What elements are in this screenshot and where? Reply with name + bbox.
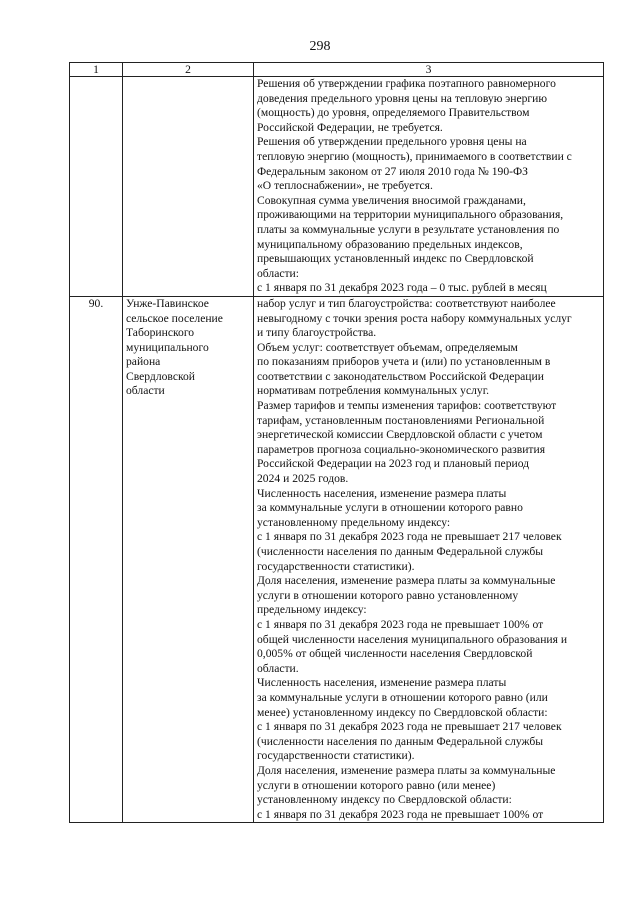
text-line: области (126, 384, 165, 398)
text-line: предельному индексу: (257, 603, 367, 617)
text-line: Свердловской (126, 369, 196, 383)
text-line: тепловую энергию (мощность), принимаемого в соответствии с (257, 149, 572, 163)
text-line: менее) установленному индексу по Свердловской области: (257, 705, 548, 719)
text-line: Доля населения, изменение размера платы за коммунальные (257, 763, 556, 777)
data-table (69, 62, 604, 823)
text-line: с 1 января по 31 декабря 2023 года – 0 тыс. рублей в месяц (257, 281, 547, 295)
text-line: муниципальному образованию предельных индексов, (257, 237, 523, 251)
text-line: 2024 и 2025 годов. (257, 472, 349, 486)
text-line: области. (257, 661, 299, 675)
text-line: параметров прогноза социально-экономического развития (257, 442, 546, 456)
text-line: Федеральным законом от 27 июля 2010 года № 190-ФЗ (257, 164, 528, 178)
text-line: услуги в отношении которого равно (или менее) (257, 778, 496, 792)
text-line: Российской Федерации на 2023 год и плановый период (257, 457, 530, 471)
text-line: энергетической комиссии Свердловской области с учетом (257, 428, 543, 442)
text-line: Совокупная сумма увеличения вносимой гражданами, (257, 193, 526, 207)
description-cell (254, 296, 604, 822)
text-line: и типу благоустройства. (257, 326, 377, 340)
text-line: установленному индексу по Свердловской области: (257, 793, 512, 807)
municipality-cell (123, 77, 254, 297)
text-line: Объем услуг: соответствует объемам, определяемым (257, 340, 518, 354)
text-line: с 1 января по 31 декабря 2023 года не превышает 100% от (257, 617, 544, 631)
header-col-1: 1 (70, 63, 123, 77)
text-line: Численность населения, изменение размера платы (257, 486, 507, 500)
row-number-cell (70, 77, 123, 297)
text-line: нормативам потребления коммунальных услуг. (257, 384, 490, 398)
text-line: государственности статистики). (257, 559, 415, 573)
text-line: превышающих установленный индекс по Свердловской (257, 252, 534, 266)
text-line: сельское поселение (126, 311, 223, 325)
municipality-cell (123, 296, 254, 822)
text-line: Размер тарифов и темпы изменения тарифов: соответствуют (257, 399, 557, 413)
text-line: Унже-Павинское (126, 296, 209, 310)
text-line: области: (257, 266, 299, 280)
text-line: (численности населения по данным Федеральной службы (257, 545, 544, 558)
text-line: соответствии с законодательством Российской Федерации (257, 369, 544, 383)
text-line: района (126, 355, 161, 369)
text-line: платы за коммунальные услуги в результате установления по (257, 222, 560, 236)
text-line: Численность населения, изменение размера платы (257, 676, 507, 690)
text-line: с 1 января по 31 декабря 2023 года не превышает 100% от (257, 807, 544, 821)
table-row-90 (70, 296, 604, 822)
page-number: 298 (309, 39, 331, 54)
text-line: Решения об утверждении графика поэтапного равномерного (257, 77, 556, 90)
row-number-cell: 90. (70, 296, 123, 822)
header-col-2: 2 (123, 63, 254, 77)
text-line: проживающими на территории муниципального образования, (257, 208, 564, 222)
text-line: по показаниям приборов учета и (или) по установленным в (257, 355, 551, 369)
text-line: «О теплоснабжении», не требуется. (257, 179, 433, 193)
text-line: государственности статистики). (257, 749, 415, 763)
text-line: доведения предельного уровня цены на тепловую энергию (257, 91, 548, 105)
header-col-3: 3 (254, 63, 604, 77)
text-line: с 1 января по 31 декабря 2023 года не превышает 217 человек (257, 530, 562, 544)
text-line: установленному предельному индексу: (257, 515, 451, 529)
text-line: (мощность) до уровня, определяемого Правительством (257, 106, 530, 120)
description-cell (254, 77, 604, 297)
text-line: за коммунальные услуги в отношении которого равно (или (257, 690, 548, 704)
text-line: невыгодному с точки зрения роста набору коммунальных услуг (257, 311, 572, 325)
text-line: общей численности населения муниципального образования и (257, 632, 568, 646)
text-line: Российской Федерации, не требуется. (257, 120, 443, 134)
table-header-row (70, 63, 604, 77)
text-line: услуги в отношении которого равно установленному (257, 588, 519, 602)
text-line: муниципального (126, 340, 209, 354)
text-line: 0,005% от общей численности населения Свердловской (257, 647, 533, 661)
text-line: с 1 января по 31 декабря 2023 года не превышает 217 человек (257, 720, 562, 734)
text-line: Доля населения, изменение размера платы за коммунальные (257, 574, 556, 588)
text-line: Решения об утверждении предельного уровня цены на (257, 135, 527, 149)
text-line: тарифам, установленным постановлениями Региональной (257, 413, 545, 427)
text-line: за коммунальные услуги в отношении которого равно (257, 501, 523, 515)
text-line: Таборинского (126, 326, 195, 340)
text-line: набор услуг и тип благоустройства: соответствуют наиболее (257, 296, 556, 310)
table-row-continued (70, 77, 604, 297)
text-line: (численности населения по данным Федеральной службы (257, 734, 544, 748)
